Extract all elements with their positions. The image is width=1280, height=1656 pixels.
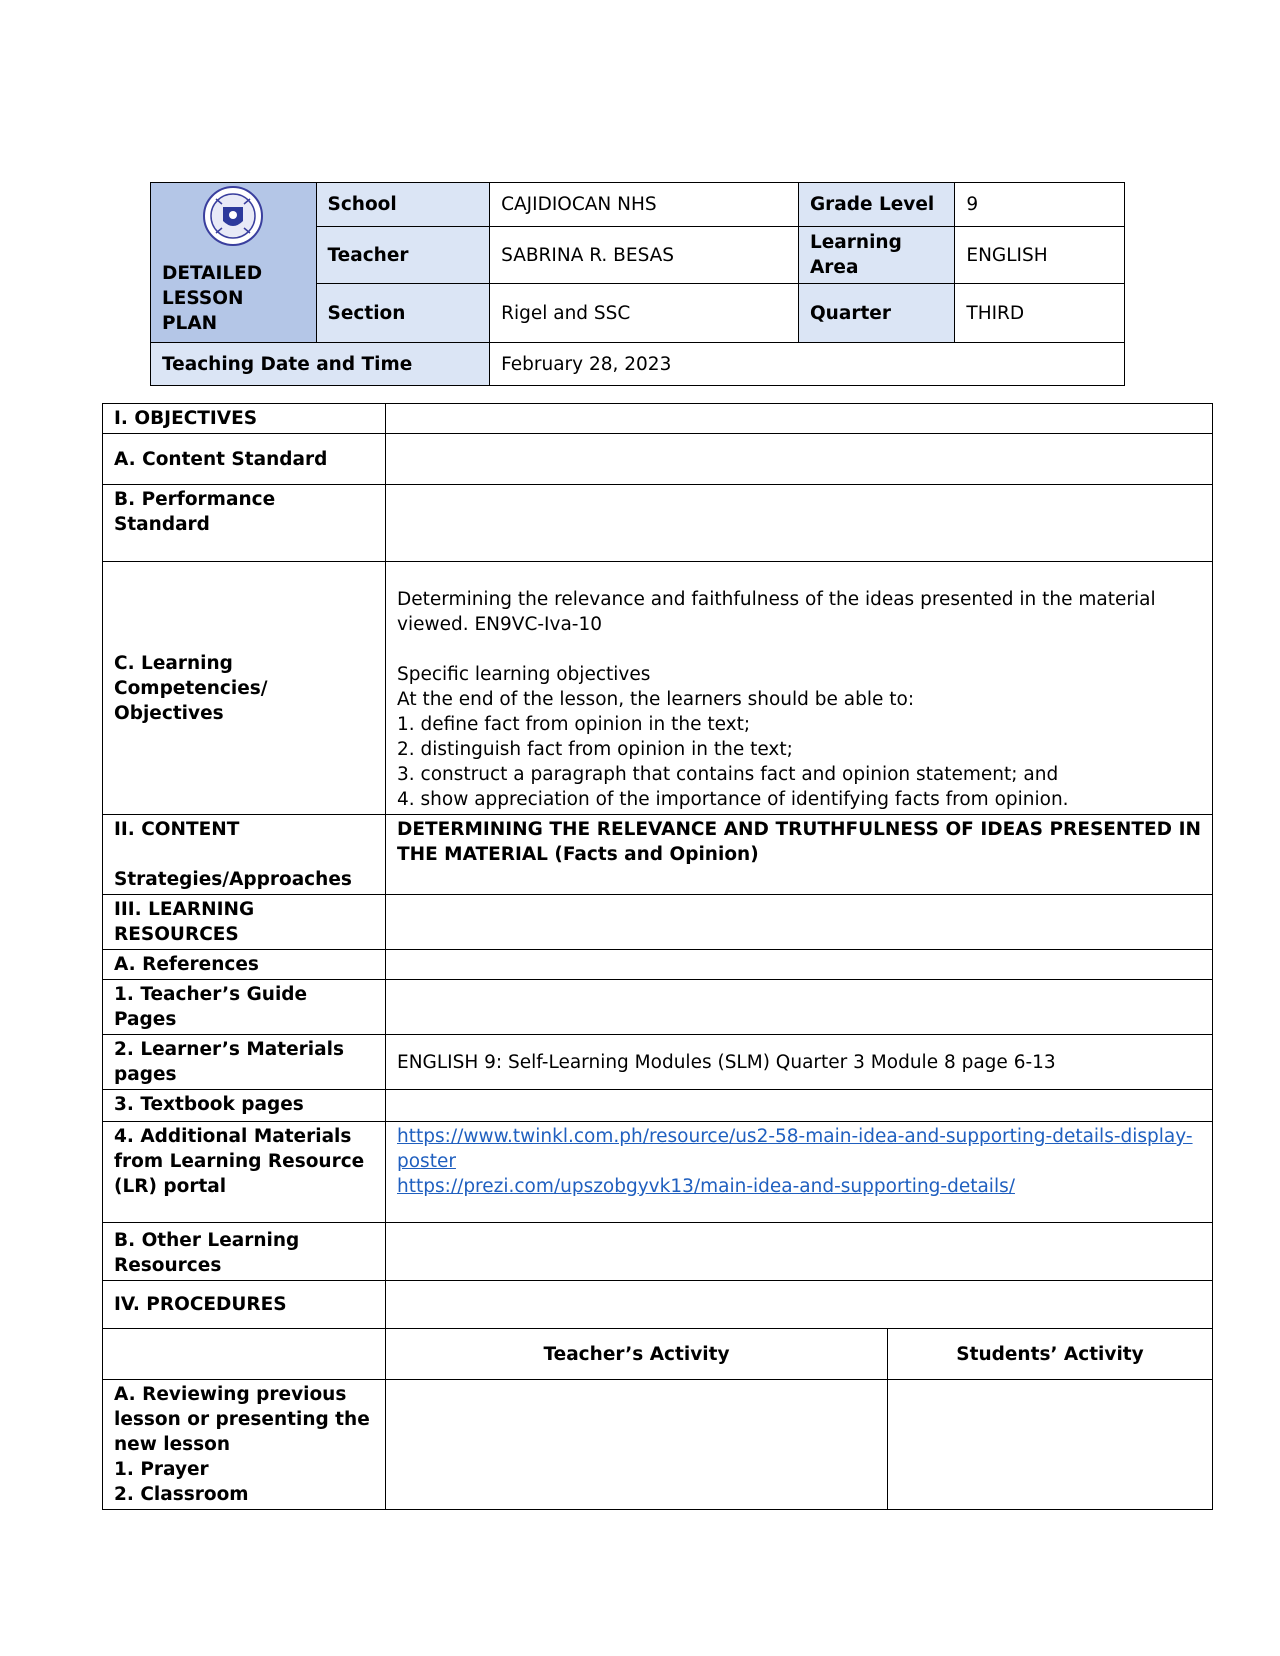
grade-value: 9 xyxy=(955,183,1125,227)
prayer-label: 1. Prayer xyxy=(114,1459,209,1480)
teacher-value: SABRINA R. BESAS xyxy=(490,227,799,284)
area-value: ENGLISH xyxy=(955,227,1125,284)
references-label: A. References xyxy=(103,950,386,980)
competencies-cell xyxy=(386,562,1213,815)
section-value: Rigel and SSC xyxy=(490,284,799,343)
school-label: School xyxy=(316,183,490,227)
teacher-activity-header: Teacher’s Activity xyxy=(386,1329,888,1380)
deped-seal-logo xyxy=(202,185,264,247)
objective-item: 4. show appreciation of the importance of identifying facts from opinion. xyxy=(397,789,1069,810)
teacher-label: Teacher xyxy=(316,227,490,284)
content-label-cell xyxy=(103,815,386,895)
objectives-heading: I. OBJECTIVES xyxy=(103,404,386,434)
classroom-label: 2. Classroom xyxy=(114,1484,249,1505)
additional-materials-links xyxy=(386,1122,1213,1223)
date-label: Teaching Date and Time xyxy=(151,343,490,386)
quarter-label: Quarter xyxy=(798,284,954,343)
school-value: CAJIDIOCAN NHS xyxy=(490,183,799,227)
objective-item: 1. define fact from opinion in the text; xyxy=(397,714,751,735)
prezi-link[interactable]: https://prezi.com/upszobgyvk13/main-idea-and-supporting-details/ xyxy=(397,1176,1015,1197)
objective-item: 3. construct a paragraph that contains fact and opinion statement; and xyxy=(397,764,1059,785)
performance-standard-label: B. Performance Standard xyxy=(103,485,386,562)
content-heading: II. CONTENT xyxy=(114,819,240,840)
area-label: Learning Area xyxy=(798,227,954,284)
grade-label: Grade Level xyxy=(798,183,954,227)
textbook-label: 3. Textbook pages xyxy=(103,1090,386,1122)
twinkl-link[interactable]: https://www.twinkl.com.ph/resource/us2-58-main-idea-and-supporting-details-display-poster xyxy=(397,1126,1193,1172)
procedures-heading: IV. PROCEDURES xyxy=(103,1281,386,1329)
additional-materials-label: 4. Additional Materials from Learning Resource (LR) portal xyxy=(103,1122,386,1223)
content-standard-label: A. Content Standard xyxy=(103,434,386,485)
quarter-value: THIRD xyxy=(955,284,1125,343)
lesson-plan-table xyxy=(102,403,1213,1510)
competencies-label: C. Learning Competencies/ Objectives xyxy=(103,562,386,815)
other-resources-label: B. Other Learning Resources xyxy=(103,1223,386,1281)
resources-heading: III. LEARNING RESOURCES xyxy=(103,895,386,950)
specific-intro: At the end of the lesson, the learners should be able to: xyxy=(397,689,915,710)
plan-title: DETAILED LESSON PLAN xyxy=(162,263,263,334)
learners-materials-label: 2. Learner’s Materials pages xyxy=(103,1035,386,1090)
plan-title-cell xyxy=(151,183,317,343)
learners-materials-value: ENGLISH 9: Self-Learning Modules (SLM) Quarter 3 Module 8 page 6-13 xyxy=(386,1035,1213,1090)
competency-text: Determining the relevance and faithfulness of the ideas presented in the material viewed. EN9VC-Iva-10 xyxy=(397,589,1156,635)
specific-heading: Specific learning objectives xyxy=(397,664,651,685)
strategies-label: Strategies/Approaches xyxy=(114,869,352,890)
objective-item: 2. distinguish fact from opinion in the text; xyxy=(397,739,793,760)
teachers-guide-label: 1. Teacher’s Guide Pages xyxy=(103,980,386,1035)
content-value: DETERMINING THE RELEVANCE AND TRUTHFULNESS OF IDEAS PRESENTED IN THE MATERIAL (Facts and Opinion) xyxy=(386,815,1213,895)
header-table xyxy=(150,182,1125,386)
date-value: February 28, 2023 xyxy=(490,343,1125,386)
review-cell xyxy=(103,1380,386,1510)
section-label: Section xyxy=(316,284,490,343)
students-activity-header: Students’ Activity xyxy=(888,1329,1213,1380)
review-label: A. Reviewing previous lesson or presenting the new lesson xyxy=(114,1384,370,1455)
